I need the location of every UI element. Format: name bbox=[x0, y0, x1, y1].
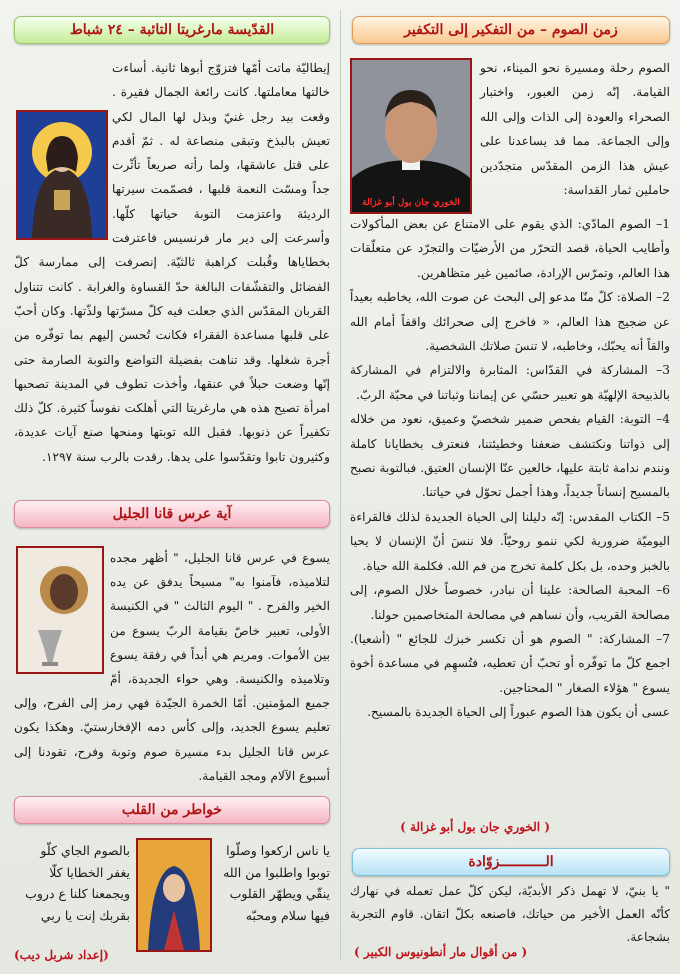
priest-portrait-image bbox=[352, 60, 470, 212]
zuwwada-text: " يا بنيّ، لا تهمل ذكر الأبديّة، ليكن كلّ عمل تعمله في نهارك كأنّه العمل الأخير من حياتك، فاصنعه بكلّ اتقان. قاوم التجربة بشجاعة. bbox=[350, 884, 670, 944]
left-column bbox=[14, 0, 330, 974]
image-wrap-spacer bbox=[14, 110, 112, 240]
poem-credit: (إعداد شربل ديب) bbox=[14, 948, 109, 962]
poem-left-line-3: ويجمعنا كلنا ع دروب bbox=[25, 886, 130, 901]
poem-left-line-2: يغفر الخطايا كلّا bbox=[49, 864, 130, 880]
poem-right-line-4: فيها سلام ومحبّه bbox=[245, 907, 330, 923]
virgin-mary-icon bbox=[138, 840, 210, 950]
lent-article-title: زمن الصوم – من التفكير إلى التكفير bbox=[352, 16, 670, 44]
poem-right-line-1: يا ناس اركعوا وصلّوا bbox=[226, 843, 330, 858]
miracle-text: يسوع في عرس قانا الجليل، " أظهر مجده لتلاميذه، فآمنوا به" مسيحاً يدفق عن يده الخير والفرح . " اليوم الثالث " في الكنيسة الأولى، تعبير خاصّ بقيامة الربّ يسوع من بين الأموات. ومريم هي أبداً في رفقة يسوع وتلاميذه والكنيسة. وهي حواء الجديدة، أمّ جميع المؤمنين. أمّا الخمرة الجيّدة فهي رمز إلى الفرح، وإلى تعليم يسوع الجديد، وإلى كأس دمه الإفخارستيّ. وهكذا يكون عرس قانا الجليل بدء مسيرة صوم وتوبة وفرح، تقودنا إلى أسبوع الآلام ومجد القيامة. bbox=[14, 546, 330, 788]
lent-point-6: 6– المحبة الصالحة: علينا أن نبادر، خصوصاً خلال الصوم، إلى مصالحة القريب، وأن نساهم في مصالحة المتخاصمين حولنا. bbox=[350, 583, 670, 622]
poem-right-line-3: ينقّي ويطهّر القلوب bbox=[229, 886, 330, 901]
zuwwada-title: الـــــــــــزوّادة bbox=[352, 848, 670, 876]
heart-title: خواطر من القلب bbox=[14, 796, 330, 824]
lent-points bbox=[350, 212, 670, 725]
image-wrap-spacer bbox=[14, 546, 110, 672]
column-divider bbox=[340, 10, 341, 960]
poem-left bbox=[14, 840, 130, 926]
lent-point-2: 2– الصلاة: كلّ منّا مدعو إلى البحث عن صوت الله، يخاطبه بعيداً عن ضجيج هذا العالم، « فاخرج إلى صحرائك واقفاً أمام الله والقاً أنه يحبّك، وخاطبه، لا تنسَ صلاتك الشخصية. bbox=[350, 290, 670, 354]
lent-point-5: 5– الكتاب المقدس: إنّه دليلنا إلى الحياة الجديدة لذلك فالقراءة اليوميّة ضرورية لكي ننمو روحيّاً. فلا ننسَ أنّ الإنسان لا يحيا بالخبز وحده، بل بكل كلمة تخرج من فم الله. فكلمة الله حياة. bbox=[350, 509, 670, 573]
zuwwada-source: ( من أقوال مار أنطونيوس الكبير ) bbox=[354, 945, 528, 959]
lent-closing: عسى أن يكون هذا الصوم عبوراً إلى الحياة الجديدة بالمسيح. bbox=[367, 705, 670, 720]
lent-point-7: 7– المشاركة: " الصوم هو أن تكسر خبزك للجائع " (أشعيا). اجمع كلّ ما توفّره أو تحبّ أن تعطيه، فتُسهِم في مساعدة أخوة يسوع " هؤلاء الصغار " المحتاجين. bbox=[350, 631, 670, 695]
poem-right-line-2: توبوا واطلبوا من الله bbox=[223, 864, 330, 880]
poem-left-line-1: بالصوم الجاي كلّو bbox=[40, 843, 130, 858]
poem-left-line-4: بقربك إنت يا ربي bbox=[40, 907, 130, 923]
lent-intro: الصوم رحلة ومسيرة نحو الميناء، نحو القيامة. إنّه زمن العبور، واختبار الصحراء والعودة إلى الذات وإلى الله وإلى الجماعة. مما قد يساعدنا على عيش هذا الزمن المقدّس متجدّدين حاملين ثمار القداسة: bbox=[480, 61, 670, 198]
miracle-title: آية عرس قانا الجليل bbox=[14, 500, 330, 528]
right-column bbox=[350, 0, 670, 974]
lent-point-4: 4– التوبة: القيام بفحص ضمير شخصيّ وعميق، نعود من خلاله إلى ذواتنا ونكتشف ضعفنا وخطيئتنا، فنعترف بخطايانا كاملة ونندم ندامة ثابتة عليها، خالعين عنّا الإنسان العتيق. فبالتوبة نصبح بالمسيح إنساناً جديداً، وهذا أجمل تحوّل في حياتنا. bbox=[350, 412, 670, 500]
lent-point-1: 1– الصوم المادّي: الذي يقوم على الامتناع عن بعض المأكولات وأطايب الحياة، قصد التحرّر من الأرضيّات والتجرّد عن متعلّقات هذا العالم، وتمرّس الإرادة، صائمين غير متظاهرين. bbox=[350, 217, 670, 280]
author-signature: ( الخوري جان بول أبو غزالة ) bbox=[400, 820, 550, 834]
saint-text-body: إيطاليّة ماتت أمّها فتزوّج أبوها ثانية. أساءت خالتها معاملتها. كانت رائعة الجمال فقيرة . وقعت بيد رجل غنيّ وبذل لها المال لكي تعيش بالبذخ وتبقى منصاعة له . ثمّ أقدم على قتل عاشقها، ولما رأته صريعاً تأثّرت جداً ومسّت النعمة قلبها ، فصمّمت سيرتها الرديئة واعتزمت التوبة حياتها كلّها. وأسرعت إلى دير مار فرنسيس فاعترفت بخطاياها وقُبلت كراهبة ثالثيّة. إنصرفت إلى ممارسة كلّ الفضائل والتقشّفات البالغة حدّ القساوة والغرابة . كانت تتناول القربان المقدّس الذي جعلت فيه كلّ مسرّتها ولذّتها. وكان أحبّ على قلبها مساعدة الفقراء فكانت تُحسن إليهم بما توفّره من أجرة شغلها. وقد تناهت بفضيلة التواضع والتوبة الصارمة حتى إنّها وضعت حبلاً في عنقها، وأخذت تطوف في المدينة تصحبها امرأة تصيح هذه هي مارغريتا التي أهلكت نفوساً كثيرة. كلّ ذلك تكفيراً عن ذنوبها. فقبل الله توبتها ومنحها صنع آيات عديدة، وكثيرون تابوا وتقدّسوا على يدها. رقدت بالرب سنة ١٢٩٧. bbox=[14, 61, 330, 464]
photo-caption: الخوري جان بول أبو غزالة bbox=[362, 198, 460, 208]
saint-title: القدّيسة مارغريتا التائبة – ٢٤ شباط bbox=[14, 16, 330, 44]
saint-text bbox=[14, 56, 330, 469]
priest-photo bbox=[350, 58, 472, 214]
poem-right bbox=[212, 840, 330, 926]
heart-photo bbox=[136, 838, 212, 952]
lent-point-3: 3– المشاركة في القدّاس: المثابرة والالتزام في المشاركة بالذبيحة الإلهيّة هو تعبير حسّي عن إيماننا وثباتنا في محبّة الربّ. bbox=[350, 363, 670, 402]
